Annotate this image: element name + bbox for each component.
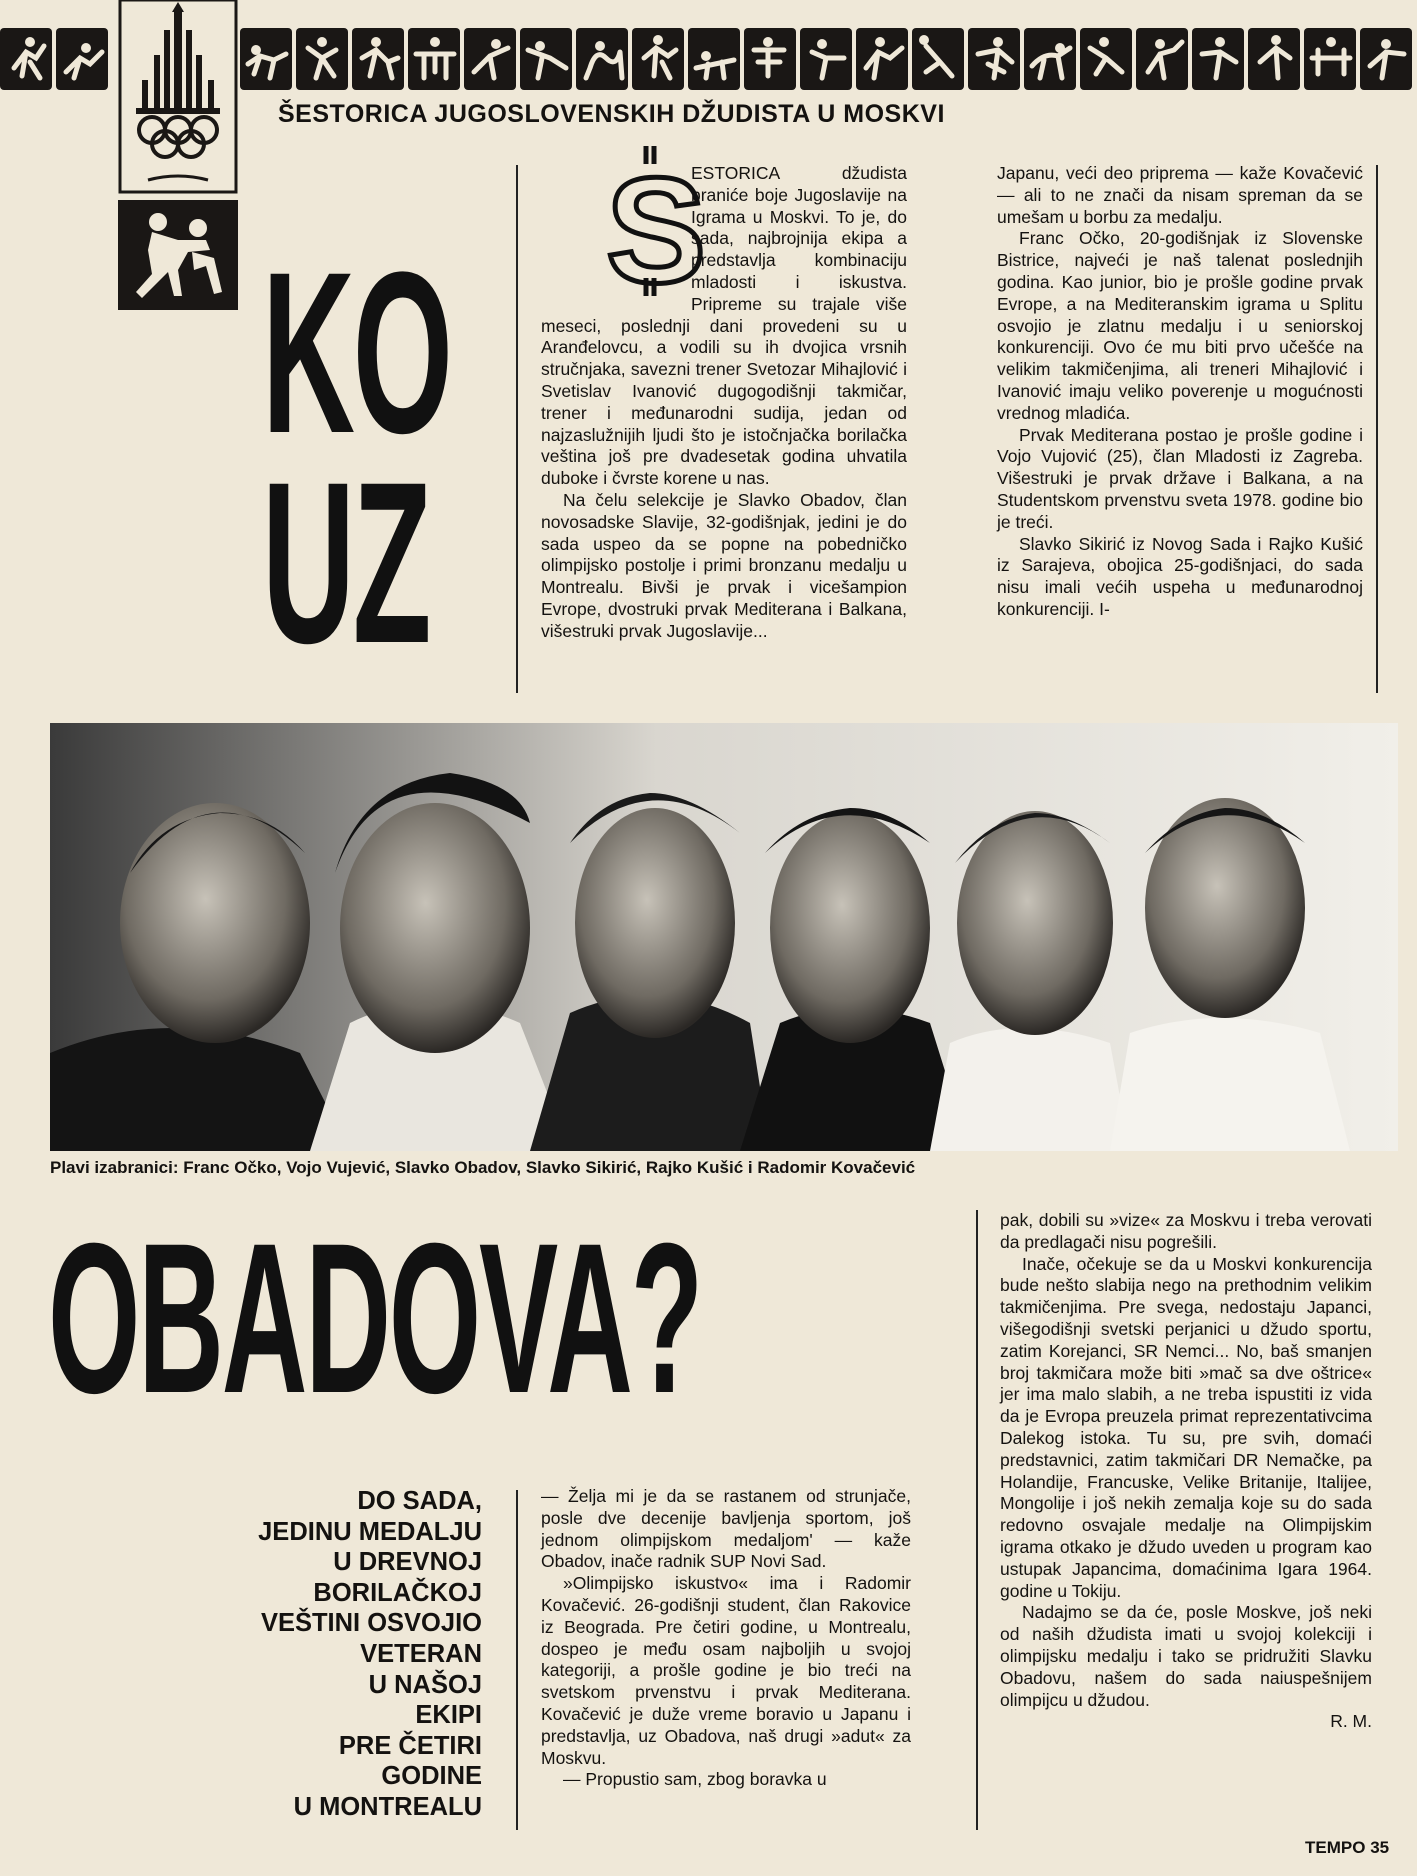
shooter-icon xyxy=(800,28,852,90)
paragraph: »Olimpijsko iskustvo« ima i Radomir Kovačević. 26-godišnji student, član Rakovice iz Beograda. Pre četiri godine, u Montrealu, dospeo je među osam najboljih u svojoj kategoriji, a prošle godine je bio treći na svetskom prvenstvu i prvak Mediterana. Kovačević je duže vreme boravio u Japanu i predstavlja, uz Obadova, naš drugi »adut« za Moskvu. xyxy=(541,1573,911,1768)
article-column-4 xyxy=(1000,1210,1372,1733)
runner-icon xyxy=(0,28,52,90)
paragraph: Franc Očko, 20-godišnjak iz Slovenske Bistrice, najveći je naš talenat poslednjih godina. Kao junior, bio je prošle godine prvak Evrope, a na Mediteranskim igrama u Splitu osvojio je zlatnu medalju i u seniorskoj konkurenciji. Ovo će mu biti prvo učešće na velikim takmičenjima, ali treneri Mihajlović i Ivanović imaju veliko poverenje u mogućnosti vrednog mladića. xyxy=(997,228,1363,423)
paragraph: Nadajmo se da će, posle Moskve, još neki od naših džudista imati u svojoj kolekciji i olimpijsku medalju i tako se pridružiti Slavku Obadovu, našem do sada naiuspešnijem olimpijcu u džudou. xyxy=(1000,1602,1372,1710)
basketball-icon xyxy=(1192,28,1244,90)
deck-line: EKIPI xyxy=(415,1701,482,1730)
wrestler-icon xyxy=(352,28,404,90)
article-column-3 xyxy=(541,1486,911,1791)
svg-text:S: S xyxy=(606,146,707,314)
photo-caption: Plavi izabranici: Franc Očko, Vojo Vujević, Slavko Obadov, Slavko Sikirić, Rajko Kušić i Radomir Kovačević xyxy=(50,1158,916,1177)
paragraph: pak, dobili su »vize« za Moskvu i treba verovati da predlagači nisu pogrešili. xyxy=(1000,1210,1372,1252)
headline-line-1: KO xyxy=(262,224,451,481)
deck-line: JEDINU MEDALJU xyxy=(258,1517,482,1546)
paragraph: — Propustio sam, zbog boravka u xyxy=(563,1769,827,1790)
deck-line: PRE ČETIRI xyxy=(338,1731,482,1760)
weightlifter-icon xyxy=(408,28,460,90)
paragraph: — Želja mi je da se rastanem od strunjače, posle dve decenije bavljenja sportom, još jednom olimpijskom medaljom' — kaže Obadov, inače radnik SUP Novi Sad. xyxy=(541,1486,911,1572)
wrestling-pictogram-icon xyxy=(118,200,238,310)
article-column-1 xyxy=(541,163,907,643)
paragraph: Inače, očekuje se da u Moskvi konkurencija bude nešto slabija nego na prethodnim velikim takmičenjima. Pre svega, nedostaju Japanci, višegodišnji svetski perjanici u džudo sportu, zatim Korejanci, SR Nemci... No, baš smanjen broj takmičara može biti »mač sa dve oštrice« jer ima malo slabih, a ne treba ispustiti iz vida da je Evropa preuzela primat reprezentativcima Dalekog istoka. Tu su, pre svih, domaći predstavnici, zatim takmičari DR Nemačke, pa Holandije, Francuske, Velike Britanije, Italijee, Mongolije i još nekih zemalja koje su do sada redovno osvajale medalje na Olimpijskim igrama otkako je džudo uveden u program kao ustupak Japancima, domaćinima Igara 1964. godine u Tokiju. xyxy=(1000,1253,1372,1601)
team-photo xyxy=(50,723,1398,1151)
gymnast-icon xyxy=(56,28,108,90)
swimmer-icon xyxy=(1360,28,1412,90)
magazine-name: TEMPO xyxy=(1305,1838,1366,1857)
javelin-icon xyxy=(520,28,572,90)
paragraph: Na čelu selekcije je Slavko Obadov, član novosadske Slavije, 32-godišnjak, jedini je do sada uspeo da se popne na pobedničko olimpijsko postolje i primi bronzanu medalju u Montrealu. Bivši je prvak i vicešampion Evrope, dvostruki prvak Mediterana i Balkana, višestruki prvak Jugoslavije... xyxy=(541,489,907,641)
column-rule xyxy=(516,1490,518,1830)
paragraph: ESTORICA džudista braniće boje Jugoslavije na Igrama u Moskvi. To je, do sada, najbrojnija ekipa a predstavlja kombinaciju mladosti i iskustva. Pripreme su trajale više meseci, poslednji dani provedeni su u Aranđelovcu, a vodili su ih dvojica vrsnih stručnjaka, savezni trener Svetozar Mihajlović i Svetislav Ivanović dugogodišnji takmičar, trener i međunarodni sudija, jedan od najzaslužnijih ljudi što je istočnjačka borilačka veština još pre dvadesetak godina uhvatila duboke i čvrste korene u nas. xyxy=(541,163,907,489)
rower-icon xyxy=(688,28,740,90)
paragraph: Prvak Mediterana postao je prošle godine i Vojo Vujović (25), član Mladosti iz Zagreba. Višestruki je prvak države i Balkana, a na Studentskom prvenstvu sveta 1978. godine bio je treći. xyxy=(997,424,1363,532)
page-number: 35 xyxy=(1370,1838,1390,1857)
drop-cap-wrap xyxy=(541,163,691,305)
volleyball-icon xyxy=(1136,28,1188,90)
article-column-2 xyxy=(997,163,1363,621)
gymnast-icon xyxy=(1304,28,1356,90)
deck-text xyxy=(220,1486,482,1823)
deck-line: U MONTREALU xyxy=(293,1792,482,1821)
deck-line: U NAŠOJ xyxy=(368,1670,482,1699)
article-kicker: ŠESTORICA JUGOSLOVENSKIH DŽUDISTA U MOSKVI xyxy=(278,100,945,128)
swimmer-icon xyxy=(240,28,292,90)
sprinter-icon xyxy=(296,28,348,90)
deck-line: DO SADA, xyxy=(357,1487,482,1515)
column-rule xyxy=(976,1210,978,1830)
skier-icon xyxy=(1080,28,1132,90)
equestrian-icon xyxy=(1024,28,1076,90)
headline-line-3: OBADOVA? xyxy=(48,1199,702,1438)
column-rule xyxy=(1376,165,1378,693)
fencer-icon xyxy=(464,28,516,90)
column-rule xyxy=(516,165,518,693)
hurdler-icon xyxy=(856,28,908,90)
runner-icon xyxy=(1248,28,1300,90)
deck-line: VETERAN xyxy=(360,1639,482,1668)
deck-line: VEŠTINI OSVOJIO xyxy=(260,1609,482,1638)
paragraph: Slavko Sikirić iz Novog Sada i Rajko Kušić iz Sarajeva, obojica 25-godišnjaci, do sada nisu imali većih uspeha u međunarodnoj konkurenciji. I- xyxy=(997,533,1363,619)
paragraph: Japanu, veći deo priprema — kaže Kovačević — ali to ne znači da nisam spreman da se umešam u borbu za medalju. xyxy=(997,163,1363,227)
moscow-olympics-emblem-icon xyxy=(118,0,238,195)
deck-line: BORILAČKOJ xyxy=(313,1578,482,1607)
diver-icon xyxy=(912,28,964,90)
deck-line: GODINE xyxy=(381,1762,482,1791)
cyclist-icon xyxy=(576,28,628,90)
archer-icon xyxy=(744,28,796,90)
headline-line-2: UZ xyxy=(262,434,430,691)
judoka-icon xyxy=(968,28,1020,90)
deck-line: U DREVNOJ xyxy=(333,1548,482,1577)
page-footer xyxy=(1305,1838,1389,1858)
author-signature: R. M. xyxy=(1330,1711,1372,1732)
boxer-icon xyxy=(632,28,684,90)
